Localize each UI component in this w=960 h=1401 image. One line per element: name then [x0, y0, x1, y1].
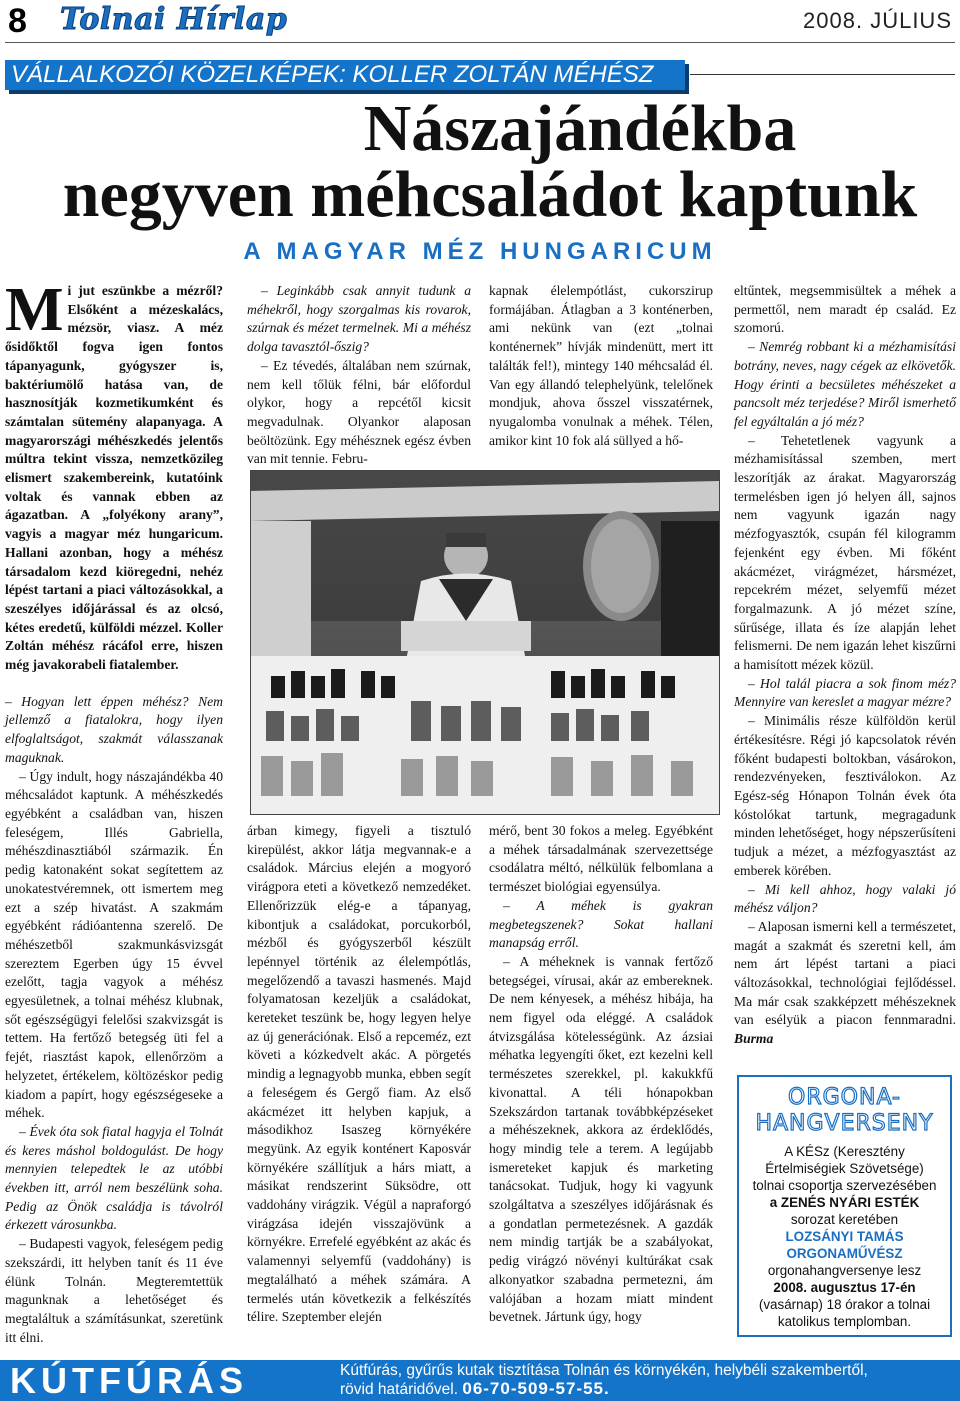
issue-date: 2008. JÚLIUS — [803, 8, 952, 33]
concert-line: katolikus templomban. — [777, 1314, 912, 1329]
concert-line: tolnai csoportja szervezésében — [752, 1178, 937, 1193]
article-column-1 — [5, 276, 223, 1347]
headline-line-1: Nászajándékba — [363, 92, 797, 165]
paragraph: – Hogyan lett éppen méhész? Nem jellemző a fiatalokra, hogy ilyen elfoglaltságot, szakmát válasszanak maguknak. — [5, 693, 223, 765]
article-column-2 — [247, 282, 471, 469]
concert-line: orgonahangversenye lesz — [767, 1263, 922, 1278]
concert-line: A KÉSz (Keresztény — [784, 1144, 905, 1159]
article-headline — [0, 92, 960, 231]
concert-date: 2008. augusztus 17-én — [773, 1280, 916, 1295]
concert-title-line-2: HANGVERSENY — [755, 1111, 934, 1136]
concert-line: a ZENÉS NYÁRI ESTÉK — [769, 1195, 920, 1210]
paragraph: kapnak élelempótlást, cukorszirup formájában. Átlagban a 3 konténerben, ami nekünk van (ezt „tolnai konténernek” hívják mindenütt, mert itt találták fel!), mintegy 140 méhcsalád él. Van egy állandó telephelyünk, telelőnek mondjuk, ahova ősszel visszatérnek, nyugalomba vonulnak a méhek. Télen, amikor kint 10 fok alá süllyed a hő- — [489, 283, 713, 448]
article-column-3 — [489, 282, 713, 450]
drop-cap: M — [5, 276, 64, 344]
ad-brand: KÚTFÚRÁS — [10, 1360, 248, 1401]
paragraph: – Hol talál piacra a sok finom méz? Mennyire van kereslet a magyar mézre? — [734, 675, 956, 710]
paragraph: eltűntek, megsemmisültek a méhek a permettől, nem maradt ép család. Ez szomorú. — [734, 283, 956, 336]
ad-line-2 — [340, 1380, 952, 1399]
paragraph: – Ez tévedés, általában nem szúrnak, nem kell tőlük félni, bár előfordul olykor, hogy a repcétől kicsit megvadulnak. Olyankor alaposan beöltözünk. Egy méhésznek egész évben van mit tennie. Febru- — [247, 357, 471, 467]
section-banner: VÁLLALKOZÓI KÖZELKÉPEK: KOLLER ZOLTÁN MÉHÉSZ — [5, 60, 685, 90]
ad-phone: 06-70-509-57-55. — [462, 1379, 610, 1398]
section-divider — [690, 74, 955, 75]
lead-text: i jut eszünkbe a mézről? Elsőként a mézeskalács, mézsör, viasz. A méz ősidőktől fogva igen fontos tápanyagunk, gyógyszer is, baktériumölő hatása van, de hasznosítják kozmetikumként és számtalan sütemény alapanyaga. A magyarországi méhészkedés jelentős múltra tekint vissza, nemzetközileg elismert szakembereink, kutatóink voltak és vannak ebben az ágazatban. A „folyékony arany”, vagyis a magyar méz hungaricum. Hallani azonban, hogy a méhész társadalom kezd kiöregedni, nehéz lépést tartani a piaci változásokkal, a szeszélyes időjárással és az olcsó, kétes eredetű, külföldi mézzel. Koller Zoltán méhész rácáfol erre, hiszen még javakorabeli fiatalember. — [5, 283, 223, 673]
paragraph: – Mi kell ahhoz, hogy valaki jó méhész váljon? — [734, 881, 956, 916]
paragraph-text: – Alaposan ismerni kell a természetet, magát a szakmát és szeretni kell, ám nem árt lépést tartani a piaci változásokkal, technológiai fejlődéssel. Ma már csak szakképzett méhészeknek van esélyük a piacon fennmaradni. — [734, 918, 956, 1028]
concert-line: (vasárnap) 18 órakor a tolnai — [758, 1297, 931, 1312]
article-column-2-continued — [247, 822, 471, 1327]
beekeeper-market-stall-photo — [251, 471, 720, 815]
article-lead — [5, 276, 223, 675]
concert-line: sorozat keretében — [790, 1212, 899, 1227]
paragraph: – Úgy indult, hogy nászajándékba 40 méhcsaládot kaptunk. A méhészkedés egyébként a családban van, hiszen feleségem, Illés Gabriella, méhészdinasztiából származik. Én pedig katonaként sokat segítettem az unokatestvéremnek, ott ismertem meg ezt a szép hivatást. A szakmám egyébként rádióantenna szerelő. De méhészetből szakmunkásvizsgát szereztem Egerben úgy 15 évvel ezelőtt, tagja vagyok a méhész egyesületnek, a tolnai méhész klubnak, sőt egészségügyi felelősi szakvizsgát is tettem. Ha fertőző betegség üti fel a fejét, riasztást kapok, ellenőrzöm a helyzetet, értékelem, költözéskor pedig kiadom a papírt, hogy egészségeseke a méhek. — [5, 768, 223, 1121]
paragraph — [734, 918, 956, 1049]
paragraph: – Minimális része külföldön kerül értékesítésre. Régi jó kapcsolatok révén főként budapesti boltokban, vásárokon, rendezvényeken, fesztiválokon. Az Egész-ség Hónapon Tolnán évek óta kóstolókat tartunk, megragadunk minden lehetőséget, hogy népszerűsíteni tudjuk a mézet, a mézfogyasztást az emberek körében. — [734, 713, 956, 878]
paragraph: árban kimegy, figyeli a tisztuló kirepülést, akkor látja megvannak-e a családok. Március elején a mogyoró virágpora eteti a következő nemzedéket. Ellenőrizzük elég-e a tápanyag, kibontjuk a családokat, porcukorból, mézből és gyógyszerből készült lepénnyel történik az élelempótlás, megelőzendő a tavaszi hasmenés. Majd folyamatosan kezeljük a családokat, kereteket teszünk be, hogy legyen helye az új generációnak. Első a repceméz, ezt követi a kózkedvelt akác. A pörgetés mindig a legnagyobb munka, ebben segít a feleségem és Gergő fiam. Az első akácmézet itt helyben kapjuk, a másodikhoz Isaszeg környékére megyünk. Az egyik konténert Kaposvár környékére szállítjuk a hárs miatt, a másikat rendszerint Süksödre, ott vaddohány virágzik. Végül a napraforgó virágzása idején visszajövünk a környékre. Errefelé egyébként az akác és valamennyi selyemfű (vaddohány) is megtalálható a méhek számára. A termelés után következik a felkészítés télire. Szeptember elején — [247, 823, 471, 1325]
paragraph: – A méheknek is vannak fertőző betegségei, vírusai, akár az embereknek. De nem kényesek, a méhész hibája, ha nem figyel oda eléggé. A családok átvizsgálása kötelességünk. Az ázsiai méhatka legyengíti őket, ezt kezelni kell természetes szerekkel, pl. kakukkfű kivonattal. A téli hónapokban Szekszárdon tartanak továbbképzéseket a méhészeknek, akkora az érdeklődés, hogy mindig tele a terem. A legújabb ismereteket kapjuk és marketing tanácsokat. Tudjuk, hogy ki vagyunk szolgáltatva a szeszélyes időjárásnak és a gondatlan permetezésnek. A gazdák nem mindig tartják be a szabályokat, pedig virágzó növényi kultúrákat csak alkonyatkor szabadna permetezni, ám valójában a hozam miatt mindent bevetnek. Jártunk úgy, hogy — [489, 953, 713, 1325]
page-number: 8 — [8, 2, 27, 40]
paragraph: – Tehetetlenek vagyunk a mézhamisítással szemben, mert leszorítják az árakat. Magyarország termelésben igen jó helyen áll, sajnos nem vagyunk igazán nagy mézfogyasztók, csupán fél kilogramm fejenként egy évben. Mi főként akácmézet, virágmézet, hársmézet, repcekrém mézet, selyemfű mézet forgalmazunk. A jó mézet színe, sűrűsége, illata és íze alapján lehet felismerni. De nem igazán lehet kiszűrni a hamisított mézek közül. — [734, 432, 956, 673]
paragraph: – Nemrég robbant ki a mézhamisítási botrány, neves, nagy cégek az elkövetők. Hogy érinti a becsületes méhészeket a pancsolt méz terjedése? Miről ismerhető fel egyáltalán a jó méz? — [734, 339, 956, 429]
author-signature: Burma — [734, 1031, 774, 1047]
concert-announcement — [737, 1075, 952, 1337]
paragraph: – Leginkább csak annyit tudunk a méhekről, hogy szorgalmas kis rovarok, szúrnak és mézet termelnek. Mi a méhész dolga tavasztól-őszig? — [247, 283, 471, 355]
article-column-3-continued — [489, 822, 713, 1327]
article-column-4 — [734, 282, 956, 1049]
headline-line-2: negyven méhcsaládot kaptunk — [62, 158, 918, 231]
paragraph: – Évek óta sok fiatal hagyja el Tolnát és keres máshol boldogulást. De hogy mennyien telepedtek le az utóbbi években itt, arról nem beszélünk soha. Pedig az Önök családja is távolról érkezett városunkba. — [5, 1123, 223, 1233]
concert-title-line-1: ORGONA- — [788, 1085, 901, 1110]
paragraph: – Budapesti vagyok, feleségem pedig szekszárdi, itt helyben tanít és 11 éve élünk Tolnán. Megteremtettük magunknak a lehetőséget és megtaláltuk a számításunkat, szeretünk itt élni. — [5, 1236, 223, 1345]
concert-line: Értelmiségiek Szövetsége) — [765, 1161, 924, 1176]
masthead-logo: Tolnai Hírlap — [60, 2, 288, 37]
ad-text — [340, 1362, 952, 1399]
article-photo — [250, 470, 720, 815]
paragraph: – A méhek is gyakran megbetegszenek? Sokat hallani manapság erről. — [489, 897, 713, 951]
concert-performer-title: ORGONAMŰVÉSZ — [786, 1246, 903, 1261]
concert-performer: LOZSÁNYI TAMÁS — [785, 1229, 904, 1244]
footer-advertisement — [0, 1360, 960, 1401]
ad-line-1: Kútfúrás, gyűrűs kutak tisztítása Tolnán és környékén, helybéli szakembertől, — [340, 1362, 868, 1379]
article-subhead: A MAGYAR MÉZ HUNGARICUM — [243, 238, 717, 265]
header-divider — [5, 42, 955, 43]
ad-line-2-text: rövid határidővel. — [340, 1381, 459, 1398]
paragraph: mérő, bent 30 fokos a meleg. Egyébként a méhek társadalmának szervezettsége csodálatra méltó, nélkülük felbomlana a természet biológiai egyensúlya. — [489, 823, 713, 895]
